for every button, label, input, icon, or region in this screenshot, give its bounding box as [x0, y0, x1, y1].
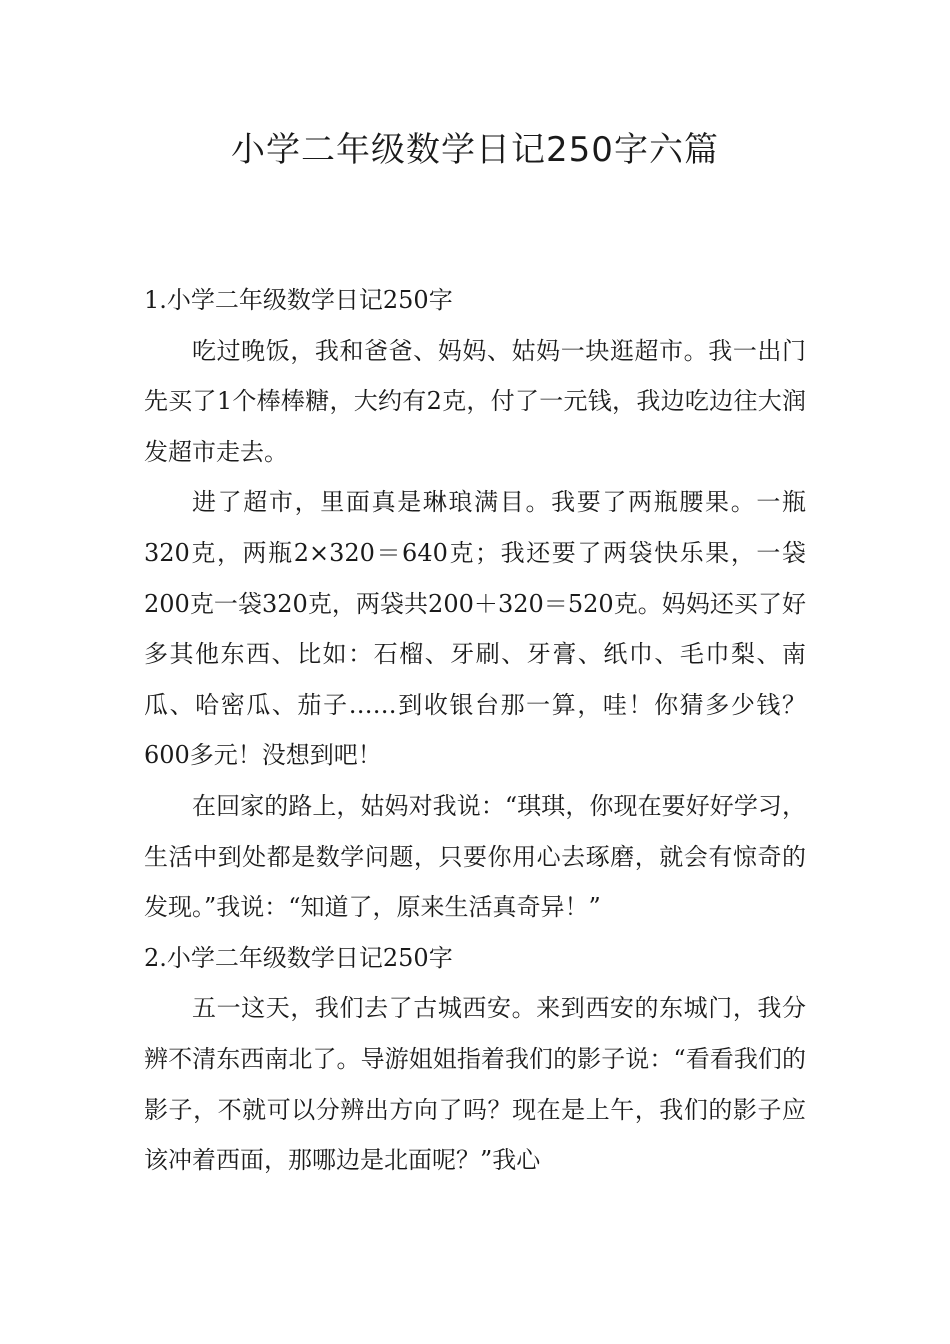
document-body — [144, 275, 806, 1186]
section-2 — [144, 933, 806, 1186]
paragraph: 五一这天，我们去了古城西安。来到西安的东城门，我分辨不清东西南北了。导游姐姐指着我们的影子说：“看看我们的影子，不就可以分辨出方向了吗？现在是上午，我们的影子应该冲着西面，那哪边是北面呢？”我心 — [144, 994, 806, 1175]
paragraph: 进了超市，里面真是琳琅满目。我要了两瓶腰果。一瓶320克，两瓶2×320＝640克；我还要了两袋快乐果，一袋200克一袋320克，两袋共200＋320＝520克。妈妈还买了好多其他东西、比如：石榴、牙刷、牙膏、纸巾、毛巾梨、南瓜、哈密瓜、茄子……到收银台那一算，哇！你猜多少钱？600多元！没想到吧！ — [144, 488, 806, 770]
section-heading: 2.小学二年级数学日记250字 — [144, 943, 453, 972]
document-title: 小学二年级数学日记250字六篇 — [231, 130, 719, 170]
paragraph: 在回家的路上，姑妈对我说：“琪琪，你现在要好好学习，生活中到处都是数学问题，只要你用心去琢磨，就会有惊奇的发现。”我说：“知道了，原来生活真奇异！” — [144, 791, 806, 922]
section-1 — [144, 275, 806, 933]
paragraph: 吃过晚饭，我和爸爸、妈妈、姑妈一块逛超市。我一出门先买了1个棒棒糖，大约有2克，付了一元钱，我边吃边往大润发超市走去。 — [144, 336, 806, 466]
section-heading: 1.小学二年级数学日记250字 — [144, 286, 453, 314]
